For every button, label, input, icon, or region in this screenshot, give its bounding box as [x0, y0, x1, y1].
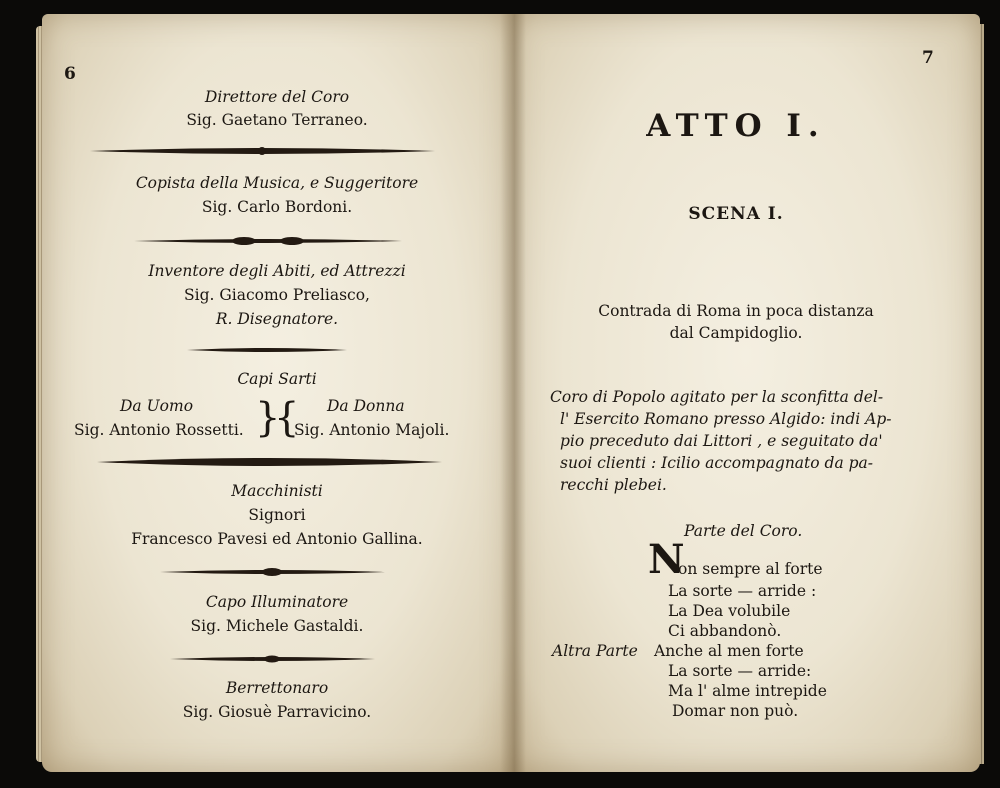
label-da-uomo: Da Uomo — [120, 397, 194, 415]
stage-direction-line-5: recchi plebei. — [560, 476, 667, 494]
verse-line: Domar non può. — [672, 702, 799, 720]
verse-line: on sempre al forte — [678, 560, 823, 578]
name-rossetti: Sig. Antonio Rossetti. — [74, 421, 244, 439]
role-inventore: Inventore degli Abiti, ed Attrezzi — [148, 262, 406, 280]
role-capi-sarti: Capi Sarti — [237, 370, 317, 388]
ornament-rule — [170, 654, 375, 664]
role-macchinisti: Macchinisti — [231, 482, 323, 500]
verse-line: La sorte — arride: — [668, 662, 812, 680]
role-direttore: Direttore del Coro — [204, 88, 350, 106]
altra-parte-label: Altra Parte — [552, 642, 638, 660]
name-majoli: Sig. Antonio Majoli. — [294, 421, 450, 439]
name-bordoni: Sig. Carlo Bordoni. — [201, 198, 353, 216]
name-terraneo: Sig. Gaetano Terraneo. — [186, 111, 368, 129]
name-preliasco: Sig. Giacomo Preliasco, — [184, 286, 370, 304]
ornament-rule — [187, 345, 347, 355]
stage-direction-line-2: l' Esercito Romano presso Algido: indi Ap- — [560, 410, 892, 428]
left-page — [42, 14, 512, 772]
stage-direction-line-4: suoi clienti : Icilio accompagnato da pa- — [560, 454, 874, 472]
name-gastaldi: Sig. Michele Gastaldi. — [190, 617, 364, 635]
verse-header: Parte del Coro. — [684, 522, 803, 540]
verse-line: Ci abbandonò. — [668, 622, 782, 640]
ornament-rule — [134, 236, 402, 246]
role-copista: Copista della Musica, e Suggeritore — [135, 174, 419, 192]
scene-title: SCENA I. — [688, 204, 784, 224]
stage-direction-line-1: Coro di Popolo agitato per la sconfitta del- — [550, 388, 884, 406]
name-pavesi-gallina: Francesco Pavesi ed Antonio Gallina. — [131, 530, 423, 548]
right-page — [512, 14, 980, 772]
verse-line: La sorte — arride : — [668, 582, 817, 600]
drop-cap: N — [648, 536, 685, 583]
verse-line: Ma l' alme intrepide — [668, 682, 827, 700]
page-number-right: 7 — [922, 48, 934, 68]
label-da-donna: Da Donna — [327, 397, 405, 415]
act-title: ATTO I. — [646, 108, 826, 144]
name-parravicino: Sig. Giosuè Parravicino. — [182, 703, 372, 721]
page-number-left: 6 — [64, 64, 76, 84]
name-disegnatore: R. Disegnatore. — [215, 310, 339, 328]
role-capo-illuminatore: Capo Illuminatore — [205, 593, 349, 611]
verse-line: Anche al men forte — [654, 642, 804, 660]
brace-left: { — [274, 395, 300, 441]
book-gutter — [500, 14, 526, 772]
ornament-rule — [90, 146, 435, 156]
brace-right: } — [255, 395, 281, 441]
setting-line-1: Contrada di Roma in poca distanza — [598, 302, 874, 320]
setting-line-2: dal Campidoglio. — [669, 324, 803, 342]
role-berrettonaro: Berrettonaro — [225, 679, 329, 697]
name-signori: Signori — [248, 506, 306, 524]
verse-line: La Dea volubile — [668, 602, 791, 620]
ornament-rule — [97, 456, 442, 466]
stage-direction-line-3: pio preceduto dai Littori , e seguitato da' — [560, 432, 883, 450]
ornament-rule — [160, 567, 385, 577]
